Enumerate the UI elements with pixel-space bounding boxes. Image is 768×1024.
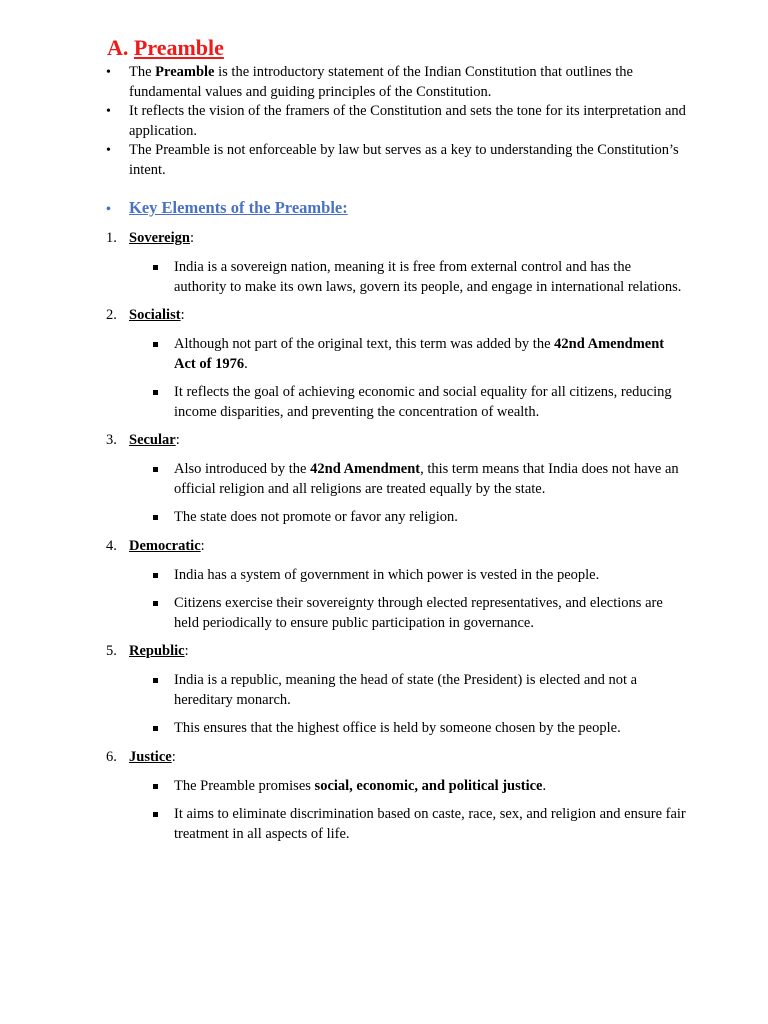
sub-text: This ensures that the highest office is held by someone chosen by the people. xyxy=(174,720,621,736)
heading-title: Preamble xyxy=(133,35,224,60)
sub-bullet xyxy=(106,671,686,710)
item-title: Sovereign xyxy=(129,230,190,246)
sub-list xyxy=(106,777,706,845)
sub-text: Although not part of the original text, this term was added by the xyxy=(174,336,555,352)
list-item xyxy=(106,306,706,422)
item-number: 1. xyxy=(106,230,117,246)
bullet-icon: • xyxy=(106,65,111,80)
bullet-icon: • xyxy=(106,143,111,158)
item-colon: : xyxy=(175,432,180,448)
list-item xyxy=(106,537,706,634)
intro-text: The xyxy=(129,64,156,80)
item-colon: : xyxy=(180,307,185,323)
item-title: Republic xyxy=(129,643,185,659)
intro-text: The Preamble is not enforceable by law but serves as a key to understanding the Constitution’s intent. xyxy=(129,142,679,178)
sub-bold-term: social, economic, and political justice xyxy=(314,777,543,794)
item-colon: : xyxy=(184,643,189,659)
square-bullet-icon xyxy=(153,726,158,731)
sub-text: The state does not promote or favor any religion. xyxy=(174,509,458,525)
sub-bullet xyxy=(106,383,686,422)
sub-bullet xyxy=(106,719,686,739)
sub-text: India is a sovereign nation, meaning it is free from external control and has the authority to make its own laws, govern its people, and engage in international relations. xyxy=(174,259,682,295)
intro-text: is the introductory statement of the Indian Constitution that outlines the fundamental values and guiding principles of the Constitution. xyxy=(129,64,633,100)
item-number: 5. xyxy=(106,643,117,659)
sub-text: . xyxy=(542,777,547,794)
square-bullet-icon xyxy=(153,265,158,270)
item-heading xyxy=(106,306,706,326)
list-item xyxy=(106,229,706,297)
item-colon: : xyxy=(189,230,194,246)
square-bullet-icon xyxy=(153,601,158,606)
square-bullet-icon xyxy=(153,515,158,520)
heading-prefix: A. xyxy=(107,35,134,60)
intro-text: It reflects the vision of the framers of the Constitution and sets the tone for its interpretation and application. xyxy=(129,103,686,139)
sub-text: , this term means that India does not have an official religion and all religions are treated equally by the state. xyxy=(174,461,679,497)
item-number: 2. xyxy=(106,307,117,323)
bullet-icon: • xyxy=(106,202,111,217)
intro-bullet xyxy=(106,141,686,180)
sub-bullet xyxy=(106,258,686,297)
intro-bullet xyxy=(106,102,686,141)
sub-bullet xyxy=(106,805,686,844)
sub-list xyxy=(106,258,706,297)
square-bullet-icon xyxy=(153,784,158,789)
item-heading xyxy=(106,229,706,249)
list-item xyxy=(106,748,706,845)
sub-text: India has a system of government in which power is vested in the people. xyxy=(174,566,600,583)
square-bullet-icon xyxy=(153,678,158,683)
item-heading xyxy=(106,748,706,768)
sub-bullet xyxy=(106,594,686,633)
sub-list xyxy=(106,335,706,422)
square-bullet-icon xyxy=(153,812,158,817)
key-elements-list xyxy=(106,229,706,853)
item-number: 3. xyxy=(106,432,117,448)
sub-bold-term: 42nd Amendment xyxy=(310,461,421,477)
sub-text: . xyxy=(244,355,248,372)
square-bullet-icon xyxy=(153,342,158,347)
sub-bullet xyxy=(106,460,686,499)
item-colon: : xyxy=(200,537,205,554)
sub-bullet xyxy=(106,566,686,586)
item-title: Secular xyxy=(129,432,176,448)
item-number: 6. xyxy=(106,748,117,765)
sub-text: It aims to eliminate discrimination based on caste, race, sex, and religion and ensure fair treatment in all aspects of life. xyxy=(174,806,686,842)
bullet-icon: • xyxy=(106,104,111,119)
sub-text: Also introduced by the xyxy=(174,461,311,477)
sub-text: It reflects the goal of achieving economic and social equality for all citizens, reducing income disparities, and preventing the concentration of wealth. xyxy=(174,384,672,420)
item-title: Justice xyxy=(129,748,172,765)
square-bullet-icon xyxy=(153,573,158,578)
intro-bold-term: Preamble xyxy=(155,64,215,80)
item-number: 4. xyxy=(106,537,117,554)
sub-bullet xyxy=(106,335,686,374)
key-elements-title: Key Elements of the Preamble: xyxy=(129,198,348,217)
section-heading xyxy=(107,34,224,62)
square-bullet-icon xyxy=(153,390,158,395)
intro-list xyxy=(106,63,686,180)
sub-list xyxy=(106,460,706,528)
item-title: Democratic xyxy=(129,537,201,554)
item-heading xyxy=(106,642,706,662)
item-title: Socialist xyxy=(129,307,181,323)
item-heading xyxy=(106,537,706,557)
square-bullet-icon xyxy=(153,467,158,472)
key-elements-heading xyxy=(106,197,348,221)
sub-bullet xyxy=(106,777,686,797)
sub-text: Citizens exercise their sovereignty through elected representatives, and elections are held periodically to ensure public participation in governance. xyxy=(174,595,663,631)
sub-list xyxy=(106,566,706,634)
item-heading xyxy=(106,431,706,451)
item-colon: : xyxy=(171,748,176,765)
intro-bullet xyxy=(106,63,686,102)
sub-text: The Preamble promises xyxy=(174,777,315,794)
sub-text: India is a republic, meaning the head of state (the President) is elected and not a hereditary monarch. xyxy=(174,672,638,708)
list-item xyxy=(106,642,706,739)
sub-bold-term: 42nd Amendment Act of 1976 xyxy=(174,336,665,372)
sub-bullet xyxy=(106,508,686,528)
sub-list xyxy=(106,671,706,739)
list-item xyxy=(106,431,706,528)
